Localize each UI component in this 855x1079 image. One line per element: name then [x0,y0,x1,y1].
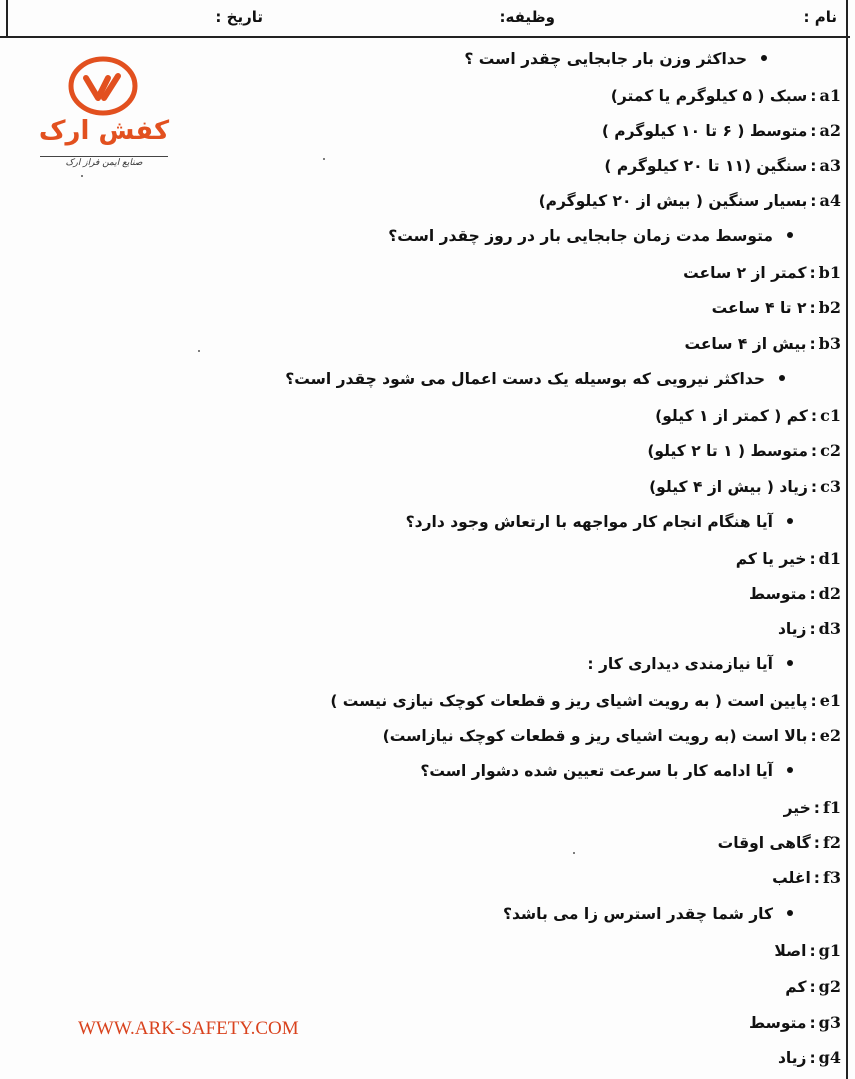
option-code: a3 [819,156,841,175]
option-d3: d3:زیاد [777,619,841,638]
option-text: ۲ تا ۴ ساعت [711,299,807,317]
question-1 [464,48,767,70]
option-c3: c3:زیاد ( بیش از ۴ کیلو) [649,477,841,496]
option-d2: d2:متوسط [748,584,841,603]
option-code: c3 [820,477,841,496]
option-text: زیاد [777,620,807,638]
option-g4: g4:زیاد [777,1048,841,1067]
question-7 [503,903,793,925]
option-text: اصلا [774,942,807,960]
option-text: کمتر از ۲ ساعت [683,264,807,282]
question-text: کار شما چقدر استرس زا می باشد؟ [502,905,773,923]
question-4 [406,511,793,533]
option-code: g2 [818,977,841,996]
option-text: بسیار سنگین ( بیش از ۲۰ کیلوگرم) [538,192,808,210]
bullet-icon [787,660,793,666]
header-rule [0,36,850,38]
option-code: e2 [819,726,841,745]
option-code: b1 [818,263,841,282]
logo-brand-text: کفش ارک [38,116,170,146]
option-text: پایین است ( به رویت اشیای ریز و قطعات کوچک نیازی نیست ) [330,692,808,710]
option-a4: a4:بسیار سنگین ( بیش از ۲۰ کیلوگرم) [538,191,841,210]
option-b3: b3:بیش از ۴ ساعت [684,334,841,353]
option-e1: e1:پایین است ( به رویت اشیای ریز و قطعات کوچک نیازی نیست ) [330,691,841,710]
option-f1: f1:خیر [783,798,841,817]
job-label: وظیفه: [499,8,555,26]
option-d1: d1:خیر یا کم [735,549,841,568]
option-g1: g1:اصلا [774,941,841,960]
question-text: آیا هنگام انجام کار مواجهه با ارتعاش وجود دارد؟ [405,513,773,531]
option-code: a2 [819,121,841,140]
logo-emblem-icon [68,56,138,116]
option-text: زیاد ( بیش از ۴ کیلو) [649,478,808,496]
option-text: زیاد [777,1049,807,1067]
logo-subtitle: صنایع ایمن فراز ارک [65,158,143,168]
option-text: متوسط [748,585,807,603]
option-code: f3 [822,868,841,887]
question-3 [285,368,785,390]
option-a1: a1:سبک ( ۵ کیلوگرم یا کمتر) [610,86,841,105]
option-b2: b2:۲ تا ۴ ساعت [711,298,841,317]
option-text: سبک ( ۵ کیلوگرم یا کمتر) [610,87,808,105]
option-text: سنگین (۱۱ تا ۲۰ کیلوگرم ) [604,157,808,175]
option-b1: b1:کمتر از ۲ ساعت [683,263,841,282]
question-text: حداکثر وزن بار جابجایی چقدر است ؟ [464,50,747,68]
bullet-icon [787,767,793,773]
option-text: کم [785,978,807,996]
option-text: خیر یا کم [735,550,807,568]
option-c2: c2:متوسط ( ۱ تا ۲ کیلو) [647,441,841,460]
option-code: c2 [820,441,841,460]
website-link[interactable]: WWW.ARK-SAFETY.COM [78,1018,299,1039]
question-text: متوسط مدت زمان جابجایی بار در روز چقدر است؟ [388,227,773,245]
question-6 [420,760,793,782]
option-code: b3 [818,334,841,353]
option-code: g4 [818,1048,841,1067]
bullet-icon [787,910,793,916]
date-label: تاریخ : [215,8,263,26]
option-code: g3 [818,1013,841,1032]
option-code: f1 [822,798,841,817]
left-border-stub [6,0,8,38]
bullet-icon [779,375,785,381]
option-code: c1 [820,406,841,425]
right-border [846,0,848,1079]
option-code: g1 [818,941,841,960]
name-label: نام : [803,8,837,26]
option-code: a4 [819,191,841,210]
option-f3: f3:اغلب [772,868,841,887]
question-5 [587,653,793,675]
question-text: حداکثر نیرویی که بوسیله یک دست اعمال می شود چقدر است؟ [285,370,765,388]
option-code: e1 [819,691,841,710]
option-code: f2 [822,833,841,852]
option-code: d2 [818,584,841,603]
option-text: متوسط ( ۶ تا ۱۰ کیلوگرم ) [601,122,808,140]
logo-rule [40,156,168,157]
option-code: d1 [818,549,841,568]
option-g3: g3:متوسط [748,1013,841,1032]
option-text: کم ( کمتر از ۱ کیلو) [655,407,808,425]
option-a2: a2:متوسط ( ۶ تا ۱۰ کیلوگرم ) [601,121,841,140]
option-text: متوسط ( ۱ تا ۲ کیلو) [647,442,808,460]
option-text: اغلب [772,869,811,887]
option-text: بالا است (به رویت اشیای ریز و قطعات کوچک نیازاست) [382,727,808,745]
option-g2: g2:کم [785,977,841,996]
option-code: b2 [818,298,841,317]
question-2 [388,225,793,247]
bullet-icon [761,55,767,61]
option-code: a1 [819,86,841,105]
option-text: بیش از ۴ ساعت [684,335,807,353]
option-f2: f2:گاهی اوقات [717,833,841,852]
option-text: متوسط [748,1014,807,1032]
question-text: آیا نیازمندی دیداری کار : [587,655,773,673]
option-c1: c1:کم ( کمتر از ۱ کیلو) [655,406,841,425]
bullet-icon [787,232,793,238]
option-text: خیر [783,799,811,817]
company-logo [34,56,174,186]
option-e2: e2:بالا است (به رویت اشیای ریز و قطعات کوچک نیازاست) [382,726,841,745]
bullet-icon [787,518,793,524]
question-text: آیا ادامه کار با سرعت تعیین شده دشوار است؟ [420,762,773,780]
option-text: گاهی اوقات [717,834,811,852]
option-a3: a3:سنگین (۱۱ تا ۲۰ کیلوگرم ) [604,156,841,175]
option-code: d3 [818,619,841,638]
